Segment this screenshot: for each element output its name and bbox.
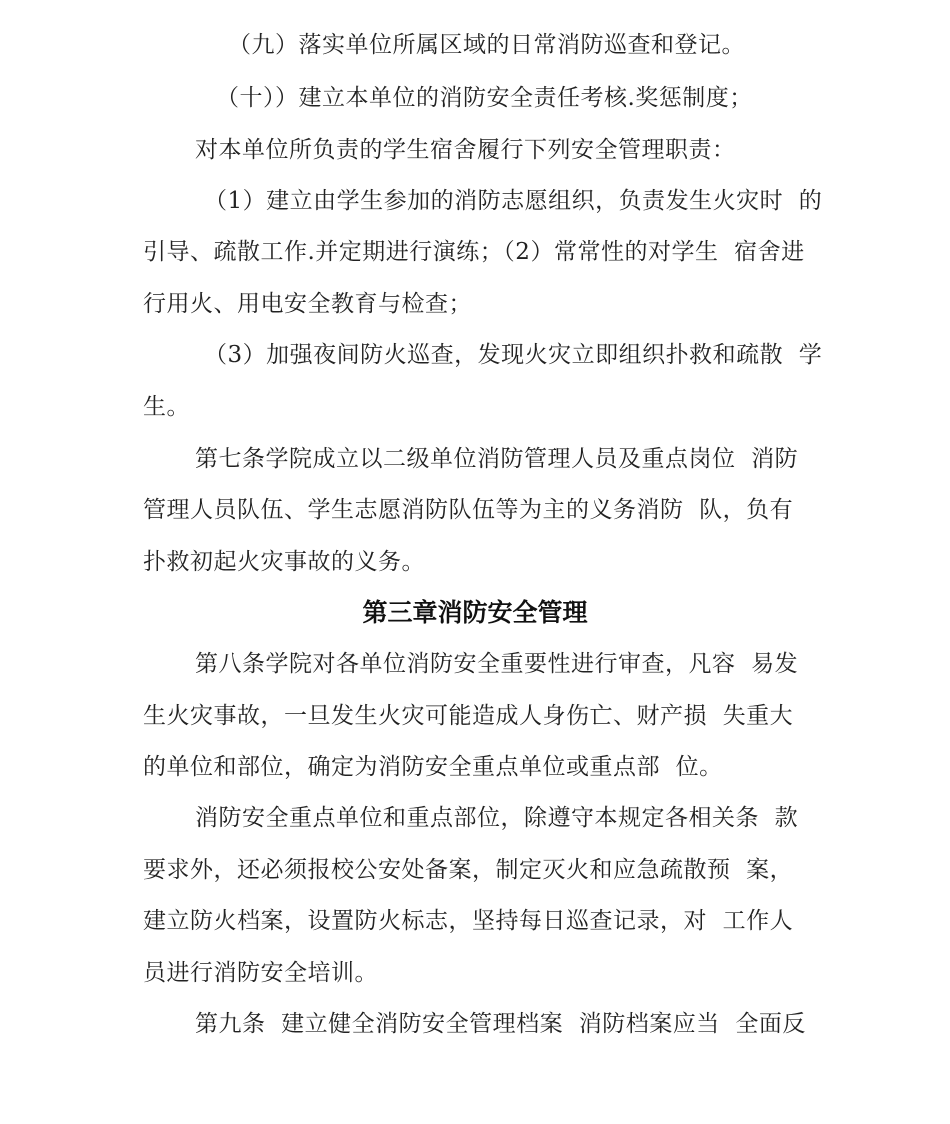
chapter-heading: 第三章消防安全管理 <box>362 598 588 627</box>
paragraph-line-13: 生火灾事故，一旦发生火灾可能造成人身伤亡、财产损 失重大 <box>143 703 794 729</box>
paragraph-line-18: 员进行消防安全培训。 <box>143 960 378 986</box>
paragraph-line-15: 消防安全重点单位和重点部位，除遵守本规定各相关条 款 <box>195 805 799 831</box>
paragraph-line-2: （十））建立本单位的消防安全责任考核.奖惩制度； <box>216 85 753 111</box>
paragraph-line-14: 的单位和部位，确定为消防安全重点单位或重点部 位。 <box>143 754 723 780</box>
paragraph-line-16: 要求外，还必须报校公安处备案，制定灭火和应急疏散预 案， <box>143 857 794 883</box>
paragraph-line-1: （九）落实单位所属区域的日常消防巡查和登记。 <box>228 32 745 58</box>
paragraph-line-12: 第八条学院对各单位消防安全重要性进行审查，凡容 易发 <box>195 651 799 677</box>
paragraph-line-7: （3）加强夜间防火巡查，发现火灾立即组织扑救和疏散 学 <box>204 342 823 368</box>
paragraph-line-11: 扑救初起火灾事故的义务。 <box>143 549 425 575</box>
paragraph-line-10: 管理人员队伍、学生志愿消防队伍等为主的义务消防 队，负有 <box>143 497 794 523</box>
paragraph-line-4: （1）建立由学生参加的消防志愿组织，负责发生火灾时 的 <box>204 188 823 214</box>
paragraph-line-3: 对本单位所负责的学生宿舍履行下列安全管理职责： <box>195 137 736 163</box>
paragraph-line-6: 行用火、用电安全教育与检查； <box>143 291 472 317</box>
paragraph-line-19: 第九条 建立健全消防安全管理档案 消防档案应当 全面反 <box>195 1011 806 1037</box>
paragraph-line-5: 引导、疏散工作.并定期进行演练；（2）常常性的对学生 宿舍进 <box>143 239 805 265</box>
paragraph-line-8: 生。 <box>143 394 190 420</box>
paragraph-line-17: 建立防火档案，设置防火标志，坚持每日巡查记录，对 工作人 <box>143 908 794 934</box>
paragraph-line-9: 第七条学院成立以二级单位消防管理人员及重点岗位 消防 <box>195 446 799 472</box>
